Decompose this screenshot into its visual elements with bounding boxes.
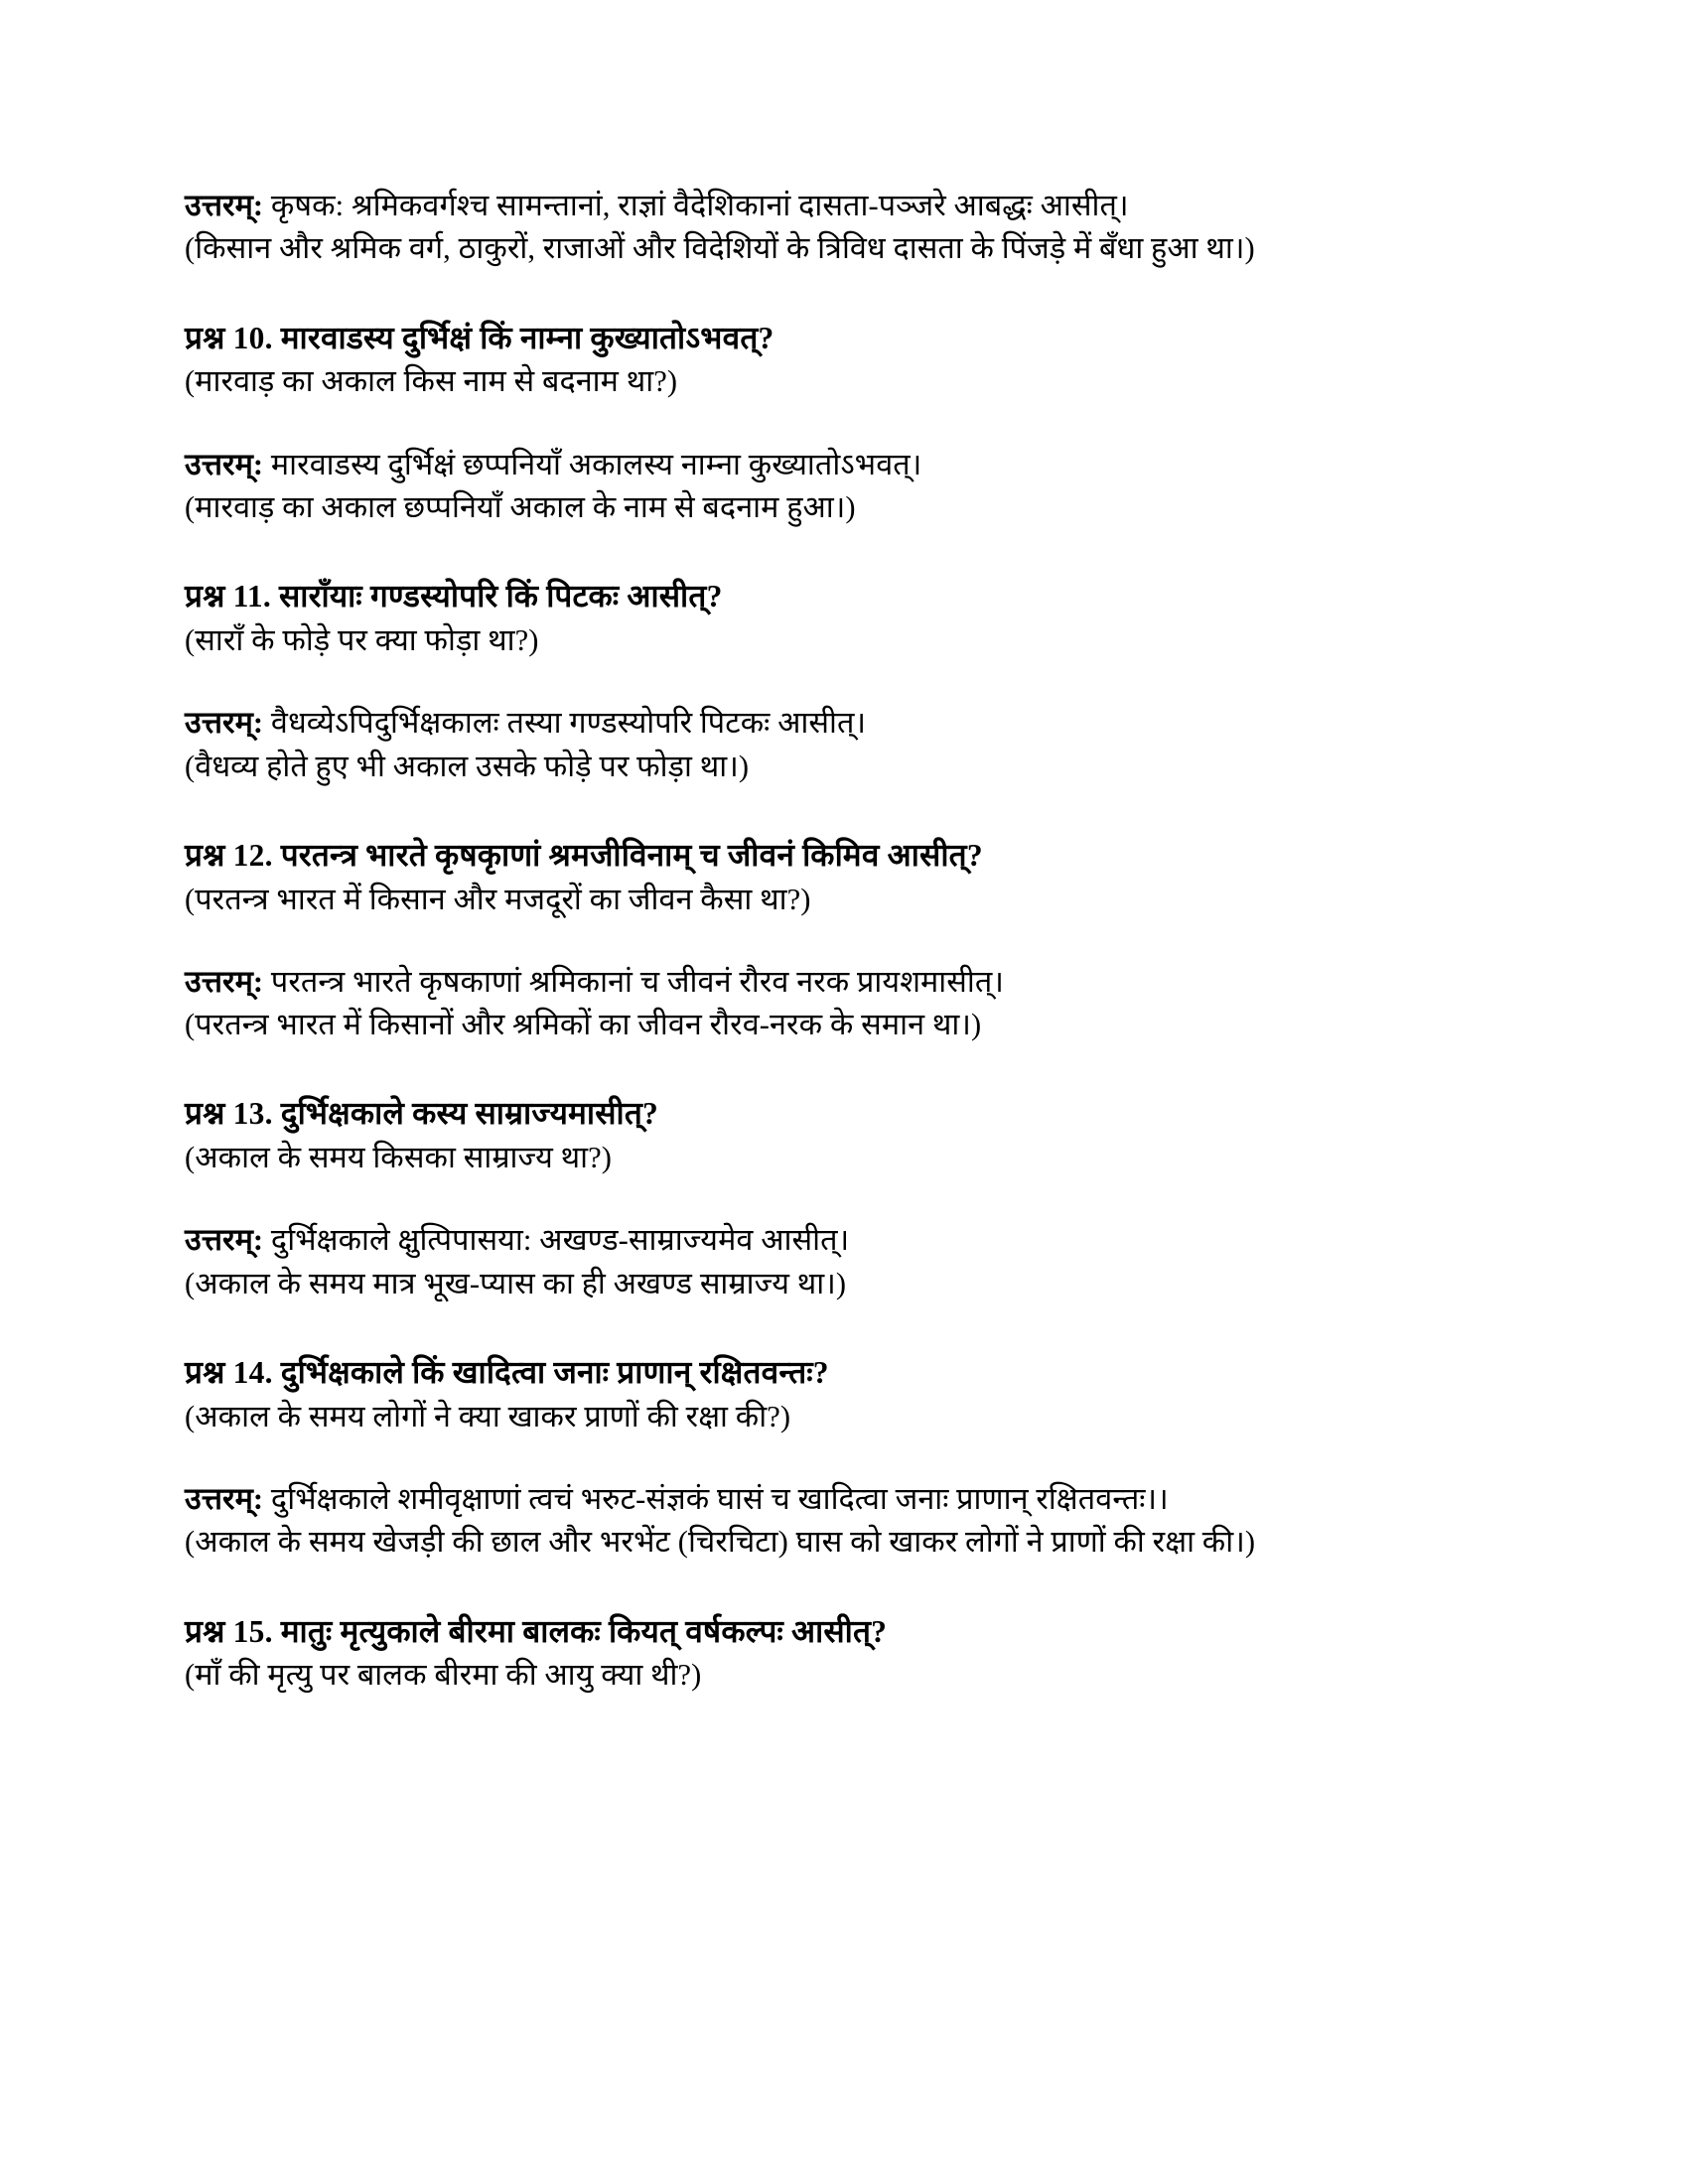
answer-sanskrit-text: वैधव्येऽपिदुर्भिक्षकालः तस्या गण्डस्योपरि पिटकः आसीत्।: [263, 706, 867, 741]
spacer: [185, 1179, 1520, 1219]
answer-sanskrit-line: [185, 444, 1520, 486]
answer-label: उत्तरम्:: [185, 964, 264, 999]
spacer: [185, 788, 1520, 834]
answer-block-14: [185, 1478, 1520, 1565]
answer-sanskrit-text: दुर्भिक्षकाले क्षुत्पिपासया: अखण्ड-साम्राज्यमेव आसीत्।: [263, 1223, 850, 1258]
question-hindi-line: (माँ की मृत्यु पर बालक बीरमा की आयु क्या थी?): [185, 1658, 702, 1693]
answer-label: उत्तरम्:: [185, 447, 264, 481]
answer-sanskrit-line: [185, 1478, 1520, 1521]
question-hindi-line: (अकाल के समय किसका साम्राज्य था?): [185, 1141, 612, 1175]
question-heading: प्रश्न 12. परतन्त्र भारते कृषकृाणां श्रमजीविनाम् च जीवनं किमिव आसीत्?: [185, 837, 983, 873]
answer-block-13: [185, 1219, 1520, 1305]
spacer: [185, 1565, 1520, 1610]
answer-sanskrit-text: परतन्त्र भारते कृषकाणां श्रमिकानां च जीवनं रौरव नरक प्रायशमासीत्।: [263, 964, 1005, 999]
question-block-12: [185, 834, 1520, 921]
question-heading: प्रश्न 10. मारवाडस्य दुर्भिक्षं किं नाम्ना कुख्यातोऽभवत्?: [185, 320, 774, 355]
spacer: [185, 1438, 1520, 1478]
question-block-11: [185, 575, 1520, 662]
spacer: [185, 662, 1520, 702]
question-hindi-line: (मारवाड़ का अकाल किस नाम से बदनाम था?): [185, 364, 678, 399]
question-hindi-line: (परतन्त्र भारत में किसान और मजदूरों का जीवन कैसा था?): [185, 882, 811, 916]
spacer: [185, 404, 1520, 444]
answer-sanskrit-text: मारवाडस्य दुर्भिक्षं छप्पनियाँ अकालस्य नाम्ना कुख्यातोऽभवत्।: [263, 447, 922, 481]
answer-label: उत्तरम्:: [185, 189, 264, 222]
spacer: [185, 921, 1520, 961]
answer-sanskrit-text: कृषक: श्रमिकवर्गश्च सामन्तानां, राज्ञां वैदेशिकानां दासता-पञ्जरे आबद्धः आसीत्।: [263, 189, 1129, 222]
answer-label: उत्तरम्:: [185, 706, 264, 741]
question-block-15: [185, 1610, 1520, 1698]
answer-block-9: [185, 185, 1520, 271]
answer-sanskrit-text: दुर्भिक्षकाले शमीवृक्षाणां त्वचं भरुट-संज्ञकं घासं च खादित्वा जनाः प्राणान् रक्षितवन्तः।।: [263, 1482, 1169, 1517]
question-heading: प्रश्न 13. दुर्भिक्षकाले कस्य साम्राज्यमासीत्?: [185, 1096, 658, 1132]
question-heading: प्रश्न 14. दुर्भिक्षकाले किं खादित्वा जनाः प्राणान् रक्षितवन्तः?: [185, 1355, 829, 1391]
question-block-14: [185, 1351, 1520, 1438]
document-content: [185, 185, 1520, 1698]
answer-label: उत्तरम्:: [185, 1482, 264, 1517]
question-block-13: [185, 1092, 1520, 1179]
answer-block-10: [185, 444, 1520, 530]
question-heading: प्रश्न 15. मातुः मृत्युकाले बीरमा बालकः कियत् वर्षकल्पः आसीत्?: [185, 1613, 888, 1649]
question-hindi-line: (अकाल के समय लोगों ने क्या खाकर प्राणों की रक्षा की?): [185, 1399, 791, 1433]
question-heading: प्रश्न 11. साराँयाः गण्डस्योपरि किं पिटकः आसीत्?: [185, 579, 723, 614]
answer-hindi-line: (अकाल के समय खेजड़ी की छाल और भरभेंट (चिरचिटा) घास को खाकर लोगों ने प्राणों की रक्षा की।): [185, 1525, 1256, 1560]
question-hindi-line: (साराँ के फोड़े पर क्या फोड़ा था?): [185, 622, 539, 657]
answer-hindi-line: (किसान और श्रमिक वर्ग, ठाकुरों, राजाओं और विदेशियों के त्रिविध दासता के पिंजड़े में बँधा हुआ था।): [185, 231, 1255, 266]
answer-sanskrit-line: [185, 1219, 1520, 1262]
answer-block-11: [185, 702, 1520, 788]
answer-hindi-line: (परतन्त्र भारत में किसानों और श्रमिकों का जीवन रौरव-नरक के समान था।): [185, 1008, 982, 1042]
answer-hindi-line: (मारवाड़ का अकाल छप्पनियाँ अकाल के नाम से बदनाम हुआ।): [185, 489, 856, 524]
answer-block-12: [185, 961, 1520, 1047]
answer-label: उत्तरम्:: [185, 1223, 264, 1258]
answer-hindi-line: (अकाल के समय मात्र भूख-प्यास का ही अखण्ड साम्राज्य था।): [185, 1266, 847, 1300]
spacer: [185, 1305, 1520, 1351]
answer-sanskrit-line: [185, 185, 1520, 227]
answer-hindi-line: (वैधव्य होते हुए भी अकाल उसके फोड़े पर फोड़ा था।): [185, 749, 750, 783]
spacer: [185, 271, 1520, 317]
question-block-10: [185, 317, 1520, 404]
answer-sanskrit-line: [185, 961, 1520, 1004]
answer-sanskrit-line: [185, 702, 1520, 745]
spacer: [185, 529, 1520, 575]
spacer: [185, 1046, 1520, 1092]
